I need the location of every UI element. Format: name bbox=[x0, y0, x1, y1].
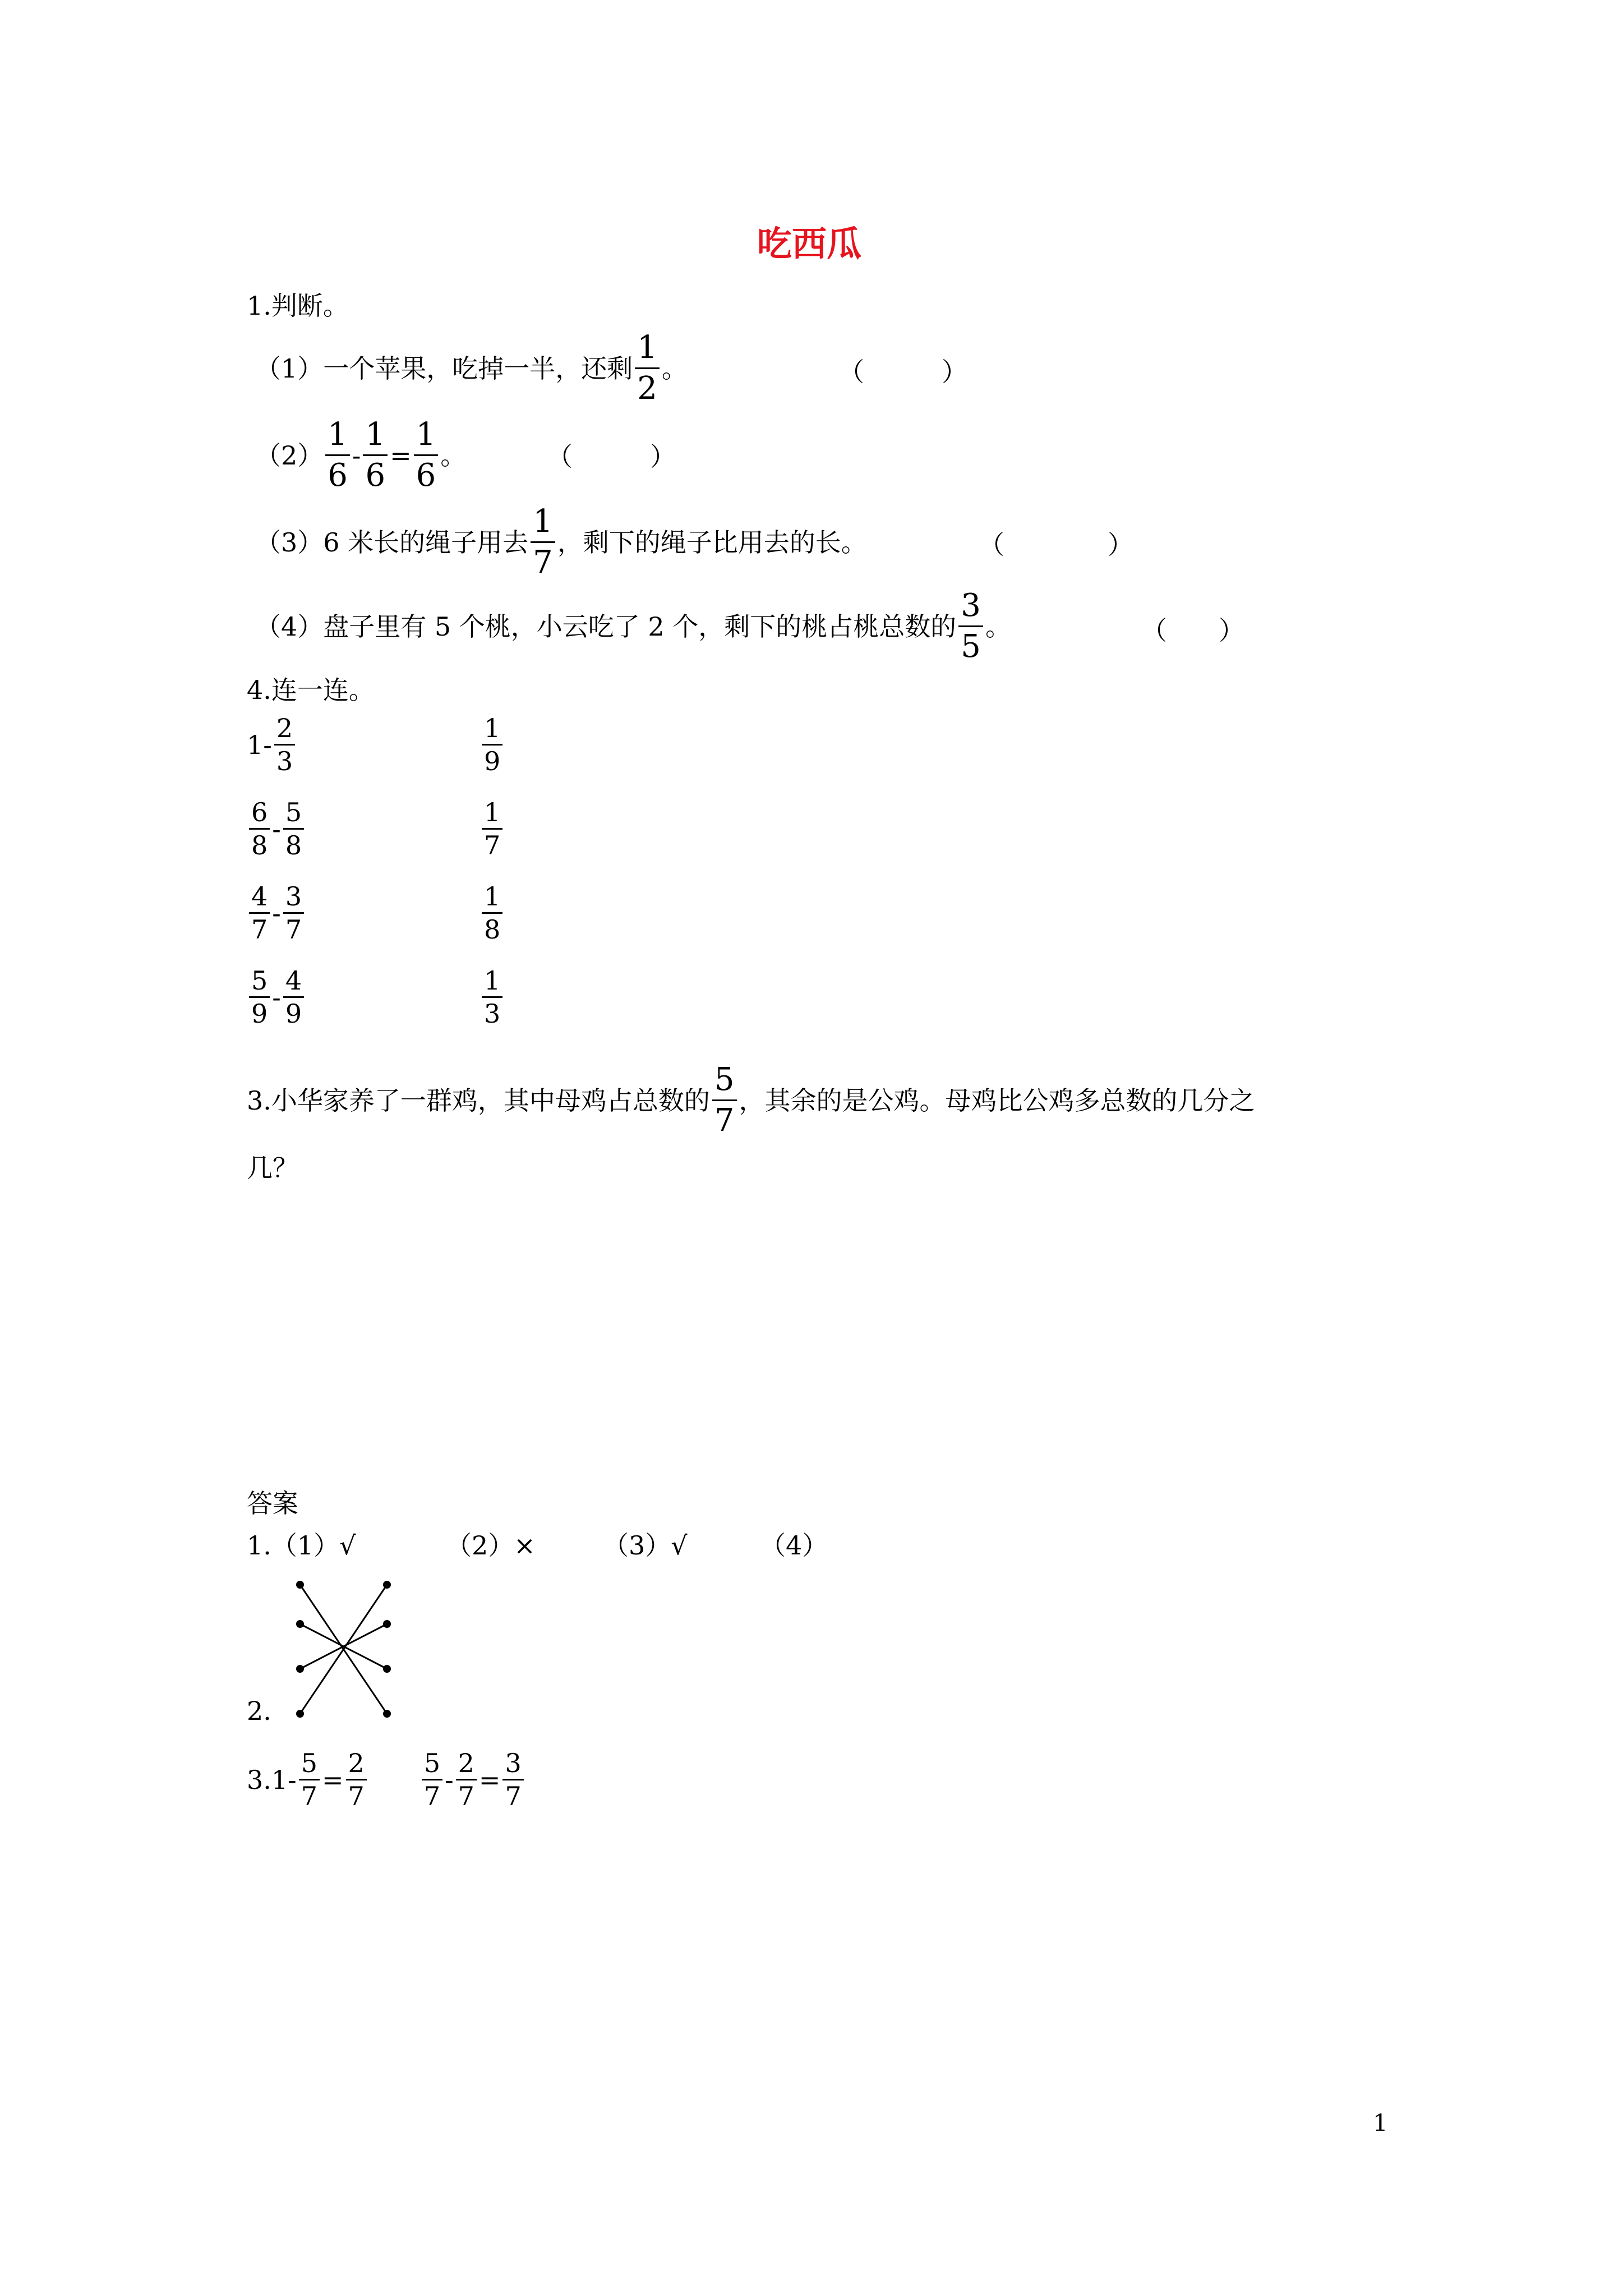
equals-sign: = bbox=[321, 1764, 344, 1795]
fraction: $\frac{1}{9}$ bbox=[482, 712, 502, 777]
fraction: $\frac{1}{6}$ bbox=[363, 415, 388, 495]
fraction: $\frac{4}{7}$ bbox=[249, 881, 270, 945]
match-prefix: 1- bbox=[247, 729, 272, 760]
judge-item-2-tail: 。 bbox=[440, 440, 467, 471]
match-left-4[interactable] bbox=[247, 965, 306, 1029]
match-right-3[interactable] bbox=[479, 881, 505, 945]
fraction: $\frac{6}{8}$ bbox=[249, 797, 270, 861]
fraction: $\frac{3}{7}$ bbox=[502, 1747, 523, 1812]
fraction: $\frac{1}{3}$ bbox=[482, 965, 502, 1029]
answer-line-1-d: （4） bbox=[760, 1530, 828, 1561]
judge-item-3-text: （3）6 米长的绳子用去 bbox=[255, 527, 529, 558]
judge-item-4-tail: 。 bbox=[985, 611, 1011, 642]
fraction: $\frac{4}{9}$ bbox=[283, 965, 304, 1029]
fraction: $\frac{1}{6}$ bbox=[325, 415, 350, 495]
fraction: $\frac{2}{3}$ bbox=[274, 712, 295, 777]
judge-item-4 bbox=[255, 586, 1011, 666]
match-right-1[interactable] bbox=[479, 712, 505, 777]
fraction: $\frac{1}{6}$ bbox=[414, 415, 439, 495]
match-left-2[interactable] bbox=[247, 797, 306, 861]
judge-item-3 bbox=[255, 502, 867, 582]
judge-item-2 bbox=[255, 415, 466, 495]
answers-heading: 答案 bbox=[247, 1488, 298, 1519]
answer-3-label: 3.1- bbox=[247, 1764, 297, 1795]
judge-item-3-tail: ，剩下的绳子比用去的长。 bbox=[557, 527, 867, 558]
matching-answer-diagram bbox=[283, 1568, 404, 1731]
match-right-2[interactable] bbox=[479, 797, 505, 861]
minus-sign: - bbox=[272, 982, 281, 1013]
minus-sign: - bbox=[352, 440, 361, 471]
answer-line-1-c: （3）√ bbox=[603, 1530, 688, 1561]
question-3-text-c: 几？ bbox=[247, 1153, 298, 1183]
judge-item-1 bbox=[255, 328, 688, 408]
question-3 bbox=[247, 1060, 1255, 1140]
match-left-1[interactable] bbox=[247, 712, 297, 777]
fraction: $\frac{2}{7}$ bbox=[346, 1747, 367, 1812]
fraction: $\frac{1}{8}$ bbox=[482, 881, 502, 945]
answer-line-1-b: （2）× bbox=[446, 1530, 536, 1561]
fraction: $\frac{5}{7}$ bbox=[299, 1747, 320, 1812]
answer-blank-3[interactable]: （ ） bbox=[979, 530, 1133, 560]
answer-blank-1[interactable]: （ ） bbox=[838, 357, 967, 387]
fraction: $\frac{2}{7}$ bbox=[456, 1747, 477, 1812]
answer-line-1-a: 1.（1）√ bbox=[247, 1530, 356, 1561]
fraction: $\frac{3}{7}$ bbox=[283, 881, 304, 945]
match-right-4[interactable] bbox=[479, 965, 505, 1029]
page-number: 1 bbox=[1373, 2109, 1388, 2137]
fraction: $\frac{5}{8}$ bbox=[283, 797, 304, 861]
answer-line-2-label: 2. bbox=[247, 1696, 271, 1726]
question-3-text-b: ，其余的是公鸡。母鸡比公鸡多总数的几分之 bbox=[739, 1085, 1255, 1116]
judge-item-1-tail: 。 bbox=[661, 353, 688, 384]
fraction: $\frac{3}{5}$ bbox=[958, 586, 983, 666]
judge-item-2-label: （2） bbox=[255, 440, 324, 471]
section2-heading: 4.连一连。 bbox=[247, 675, 375, 705]
judge-item-4-text: （4）盘子里有 5 个桃，小云吃了 2 个，剩下的桃占桃总数的 bbox=[255, 611, 957, 642]
judge-item-1-text: （1）一个苹果，吃掉一半，还剩 bbox=[255, 353, 633, 384]
answer-blank-4[interactable]: （ ） bbox=[1141, 615, 1244, 646]
fraction: $\frac{1}{2}$ bbox=[635, 328, 660, 408]
question-3-text-a: 3.小华家养了一群鸡，其中母鸡占总数的 bbox=[247, 1085, 710, 1116]
fraction: $\frac{5}{7}$ bbox=[712, 1060, 737, 1140]
equals-sign: = bbox=[478, 1764, 501, 1795]
minus-sign: - bbox=[445, 1764, 454, 1795]
fraction: $\frac{5}{9}$ bbox=[249, 965, 270, 1029]
minus-sign: - bbox=[272, 898, 281, 928]
equals-sign: = bbox=[390, 440, 412, 471]
match-left-3[interactable] bbox=[247, 881, 306, 945]
fraction: $\frac{1}{7}$ bbox=[531, 502, 555, 582]
minus-sign: - bbox=[272, 813, 281, 844]
answer-blank-2[interactable]: （ ） bbox=[547, 441, 676, 472]
fraction: $\frac{5}{7}$ bbox=[422, 1747, 442, 1812]
section1-heading: 1.判断。 bbox=[247, 291, 349, 321]
answer-line-3 bbox=[247, 1747, 526, 1812]
page-title: 吃西瓜 bbox=[757, 223, 862, 264]
fraction: $\frac{1}{7}$ bbox=[482, 797, 502, 861]
